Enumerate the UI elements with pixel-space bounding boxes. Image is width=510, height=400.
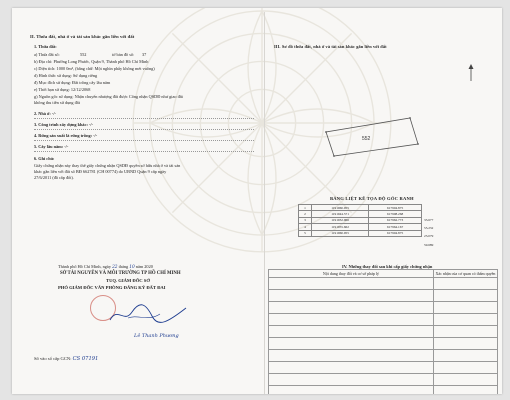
- table-row: [269, 374, 498, 386]
- usage-term-line: e) Thời hạn sử dụng: 12/12/2068: [34, 87, 91, 92]
- coord-id: 4: [299, 224, 312, 230]
- date-month: 10: [129, 265, 135, 270]
- table-row: [269, 350, 498, 362]
- distance-value: 59.689: [424, 242, 434, 247]
- plot-number-label: 552: [362, 136, 371, 142]
- coord-id: 2: [299, 211, 312, 217]
- certificate-register-line: [34, 356, 98, 362]
- coord-y: 617904.875: [369, 205, 422, 211]
- table-row: [269, 362, 498, 374]
- coordinate-table: [298, 204, 422, 237]
- north-arrow-icon: [466, 64, 476, 82]
- section-iii-title: III. Sơ đồ thửa đất, nhà ở và tài sản khác gắn liền với đất: [274, 44, 387, 49]
- date-year: năm 2020: [135, 264, 153, 269]
- register-number: CS 07191: [72, 356, 99, 362]
- table-row: [269, 278, 498, 290]
- distance-value: 33.677: [424, 218, 434, 222]
- register-label: Số vào sổ cấp GCN:: [34, 356, 72, 361]
- area-line: c) Diện tích: 1000 0m², (bằng chữ: Một nghìn phẩy không mét vuông): [34, 66, 155, 71]
- plot-number-value: 552: [80, 52, 87, 57]
- land-title: 1. Thửa đất:: [34, 44, 57, 49]
- notes-line: khác gắn liền với đất số BĐ 662781 (CH 00774) do UBND Quận 9 cấp ngày: [34, 169, 167, 174]
- table-row: [269, 338, 498, 350]
- coord-id: 3: [299, 217, 312, 223]
- distance-value: 55.232: [424, 226, 434, 231]
- changes-header-confirmation: Xác nhận của cơ quan có thẩm quyền: [433, 270, 497, 278]
- coord-y: 617964.167: [369, 224, 422, 230]
- certificate-sheet: [12, 8, 502, 394]
- handwritten-signature: [108, 302, 188, 326]
- distance-column: [424, 216, 433, 249]
- changes-header-content: Nội dung thay đổi và cơ sở pháp lý: [269, 270, 434, 278]
- table-row: [269, 326, 498, 338]
- house-line: 2. Nhà ở: -/-: [34, 111, 56, 116]
- issuer-name: SỞ TÀI NGUYÊN VÀ MÔI TRƯỜNG TP HỒ CHÍ MINH: [60, 271, 181, 276]
- corner-point: [325, 131, 327, 133]
- notes-line: 27/6/2011 (đã cấp đổi).: [34, 175, 74, 180]
- coord-x: 1191960.955: [312, 230, 369, 236]
- coord-y: 617904.875: [369, 230, 422, 236]
- corner-point: [417, 143, 419, 145]
- perennial-trees-line: 5. Cây lâu năm: -/-: [34, 144, 69, 149]
- usage-origin-line-2: không thu tiền sử dụng đất: [34, 100, 80, 105]
- map-sheet-label: tờ bản đồ số:: [112, 52, 135, 57]
- coord-y: 617962.773: [369, 217, 422, 223]
- table-row: [269, 302, 498, 314]
- map-sheet-value: 37: [142, 52, 147, 57]
- section-iv-title: IV. Những thay đổi sau khi cấp giấy chứng nhận: [342, 264, 433, 269]
- coord-id: 1: [299, 205, 312, 211]
- date-prefix: Thành phố Hồ Chí Minh, ngày: [58, 264, 111, 269]
- table-row: [269, 270, 498, 278]
- corner-point: [333, 155, 335, 157]
- coord-x: 1191944.571: [312, 211, 369, 217]
- dotted-divider: [34, 118, 254, 119]
- plot-boundary: [326, 118, 418, 156]
- changes-table: [268, 269, 498, 394]
- deputy-title: PHÓ GIÁM ĐỐC VĂN PHÒNG ĐĂNG KÝ ĐẤT ĐAI: [58, 285, 166, 290]
- other-construction-line: 3. Công trình xây dựng khác: -/-: [34, 122, 94, 127]
- section-ii-title: II. Thửa đất, nhà ở và tài sản khác gắn liền với đất: [30, 34, 135, 39]
- table-row: [299, 230, 422, 236]
- notes-line: Giấy chứng nhận này thay thế giấy chứng nhận QSDĐ quyền sở hữu nhà ở và tài sản: [34, 163, 181, 168]
- date-month-label: tháng: [118, 264, 129, 269]
- usage-origin-line: g) Nguồn gốc sử dụng: Nhận chuyển nhượng đất được Công nhận QSDĐ như giao đất: [34, 94, 183, 99]
- dotted-divider: [34, 140, 254, 141]
- coord-x: 1191932.966: [312, 217, 369, 223]
- dotted-divider: [34, 151, 254, 152]
- address-line: b) Địa chỉ: Phường Long Phước, Quận 9, Thành phố Hồ Chí Minh: [34, 59, 149, 64]
- coord-id: 5: [299, 230, 312, 236]
- plot-diagram: [312, 104, 442, 164]
- issue-date-line: [58, 264, 153, 270]
- usage-form-line: d) Hình thức sử dụng: Sử dụng riêng: [34, 73, 98, 78]
- usage-purpose-line: đ) Mục đích sử dụng: Đất trồng cây lâu năm: [34, 80, 111, 85]
- coord-x: 1191960.955: [312, 205, 369, 211]
- coord-x: 1191955.662: [312, 224, 369, 230]
- table-row: [269, 386, 498, 395]
- table-row: [269, 314, 498, 326]
- signer-name: Lê Thanh Phương: [134, 333, 179, 339]
- production-forest-line: 4. Rừng sản xuất là rừng trồng: -/-: [34, 133, 98, 138]
- coordinate-table-title: BẢNG LIỆT KÊ TỌA ĐỘ GÓC RANH: [330, 196, 414, 201]
- plot-number-label: a) Thửa đất số:: [34, 52, 60, 57]
- date-day: 22: [112, 265, 118, 270]
- dotted-divider: [34, 129, 254, 130]
- table-row: [269, 290, 498, 302]
- distance-value: 23.079: [424, 234, 434, 239]
- notes-title: 6. Ghi chú:: [34, 156, 55, 161]
- tuq-line: TUQ. GIÁM ĐỐC SỞ: [106, 278, 150, 283]
- coord-y: 617908.268: [369, 211, 422, 217]
- corner-point: [409, 117, 411, 119]
- fold-line: [264, 12, 265, 394]
